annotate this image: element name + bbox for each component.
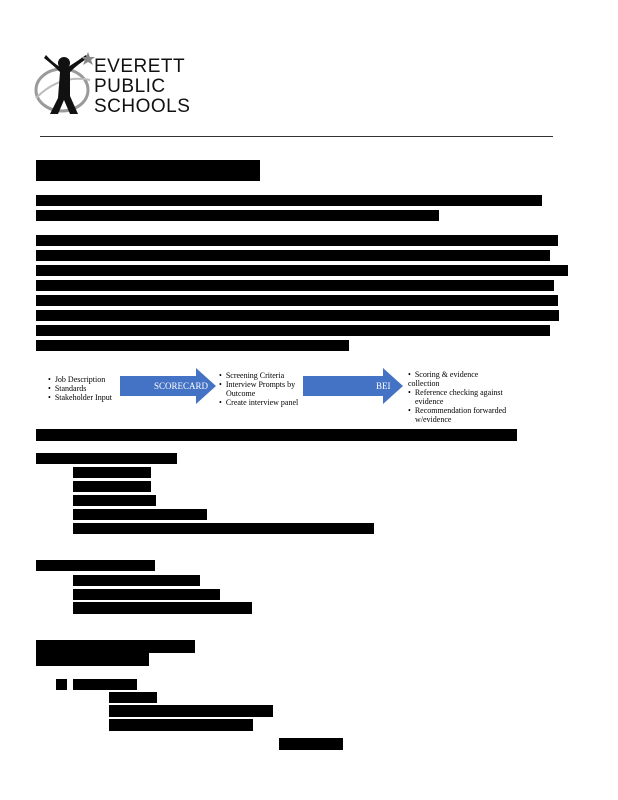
- redacted-list-marker: [56, 679, 67, 690]
- redacted-section-heading: [36, 640, 195, 653]
- redacted-list-item: [73, 679, 137, 690]
- bei-arrow-label: BEI: [376, 381, 391, 391]
- redacted-text-line: [36, 235, 558, 246]
- redacted-text-line: [36, 310, 559, 321]
- flow-middle-list: [219, 371, 299, 407]
- redacted-text-line: [36, 429, 517, 441]
- district-logo: [30, 50, 200, 122]
- flow-output-item: • Reference checking against evidence: [408, 388, 508, 406]
- flow-input-item: • Standards: [48, 384, 120, 393]
- redacted-sublist-item: [109, 705, 273, 717]
- flow-input-item: • Stakeholder Input: [48, 393, 120, 402]
- redacted-section-heading: [36, 453, 177, 464]
- redacted-sublist-item: [109, 692, 157, 703]
- redacted-list-item: [73, 589, 220, 600]
- flow-output-item: • Scoring & evidence collection: [408, 370, 508, 388]
- flow-middle-item: • Create interview panel: [219, 398, 299, 407]
- logo-line-schools: SCHOOLS: [94, 96, 191, 117]
- redacted-list-item: [73, 467, 151, 478]
- flow-middle-item: • Interview Prompts by Outcome: [219, 380, 299, 398]
- redacted-text-line: [36, 325, 550, 336]
- redacted-footer: [279, 738, 343, 750]
- redacted-list-item: [73, 495, 156, 506]
- redacted-text-line: [36, 210, 439, 221]
- redacted-text-line: [36, 265, 568, 276]
- redacted-list-item: [73, 602, 252, 614]
- hiring-process-diagram: [44, 366, 564, 424]
- redacted-text-line: [36, 250, 550, 261]
- redacted-title: [36, 160, 260, 181]
- header-divider: [40, 136, 553, 137]
- flow-input-item: • Job Description: [48, 375, 120, 384]
- redacted-section-heading: [36, 560, 155, 571]
- redacted-sublist-item: [109, 719, 253, 731]
- person-with-star-logo-icon: [30, 50, 96, 120]
- redacted-list-item: [73, 575, 200, 586]
- logo-line-everett: EVERETT: [94, 56, 186, 77]
- redacted-text-line: [36, 340, 349, 351]
- scorecard-arrow-label: SCORECARD: [154, 381, 209, 391]
- redacted-list-item: [73, 523, 374, 534]
- flow-output-item: • Recommendation forwarded w/evidence: [408, 406, 508, 424]
- redacted-list-item: [73, 509, 207, 520]
- redacted-text-line: [36, 295, 558, 306]
- flow-inputs-list: [48, 375, 120, 402]
- flow-middle-item: • Screening Criteria: [219, 371, 299, 380]
- redacted-section-heading: [36, 653, 149, 666]
- flow-outputs-list: [408, 370, 508, 424]
- redacted-text-line: [36, 195, 542, 206]
- redacted-list-item: [73, 481, 151, 492]
- redacted-text-line: [36, 280, 554, 291]
- logo-line-public: PUBLIC: [94, 76, 166, 97]
